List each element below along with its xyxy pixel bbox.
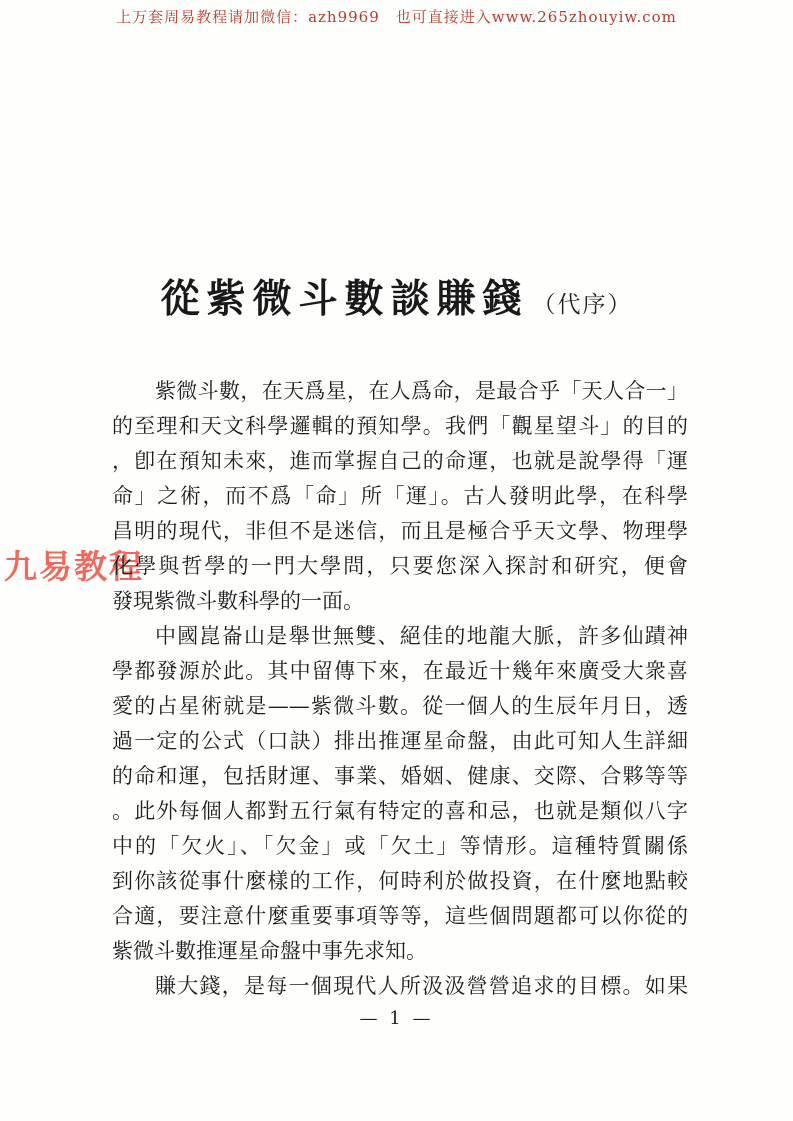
text-line: 到你該從事什麼樣的工作，何時利於做投資，在什麼地點較 xyxy=(112,869,688,893)
text-line: 合適，要注意什麼重要事項等等，這些個問題都可以你從的 xyxy=(112,904,688,928)
text-line: 化學與哲學的一門大學問，只要您深入探討和研究，便會 xyxy=(112,554,688,578)
text-line: 過一定的公式（口訣）排出推運星命盤，由此可知人生詳細 xyxy=(112,729,688,753)
chapter-title-main: 從紫微斗數談賺錢 xyxy=(160,276,529,322)
text-line: 愛的占星術就是——紫微斗數。從一個人的生辰年月日，透 xyxy=(112,694,688,718)
header-ad-text: 上万套周易教程请加微信：azh9969 也可直接进入www.265zhouyiw.com xyxy=(116,8,677,26)
body-text xyxy=(112,374,688,1004)
header-ad xyxy=(0,6,793,27)
text-line: 中國崑崙山是舉世無雙、絕佳的地龍大脈，許多仙蹟神 xyxy=(155,624,688,648)
text-line: 賺大錢，是每一個現代人所汲汲營營追求的目標。如果 xyxy=(155,974,688,998)
page-number: — 1 — xyxy=(359,1008,434,1029)
text-line: 的命和運，包括財運、事業、婚姻、健康、交際、合夥等等 xyxy=(112,764,688,788)
text-line: 紫微斗數，在天爲星，在人爲命，是最合乎「天人合一」 xyxy=(155,379,688,403)
text-line: 學都發源於此。其中留傳下來，在最近十幾年來廣受大衆喜 xyxy=(112,659,688,683)
text-line: ，卽在預知未來，進而掌握自己的命運，也就是說學得「運 xyxy=(112,449,688,473)
text-line: 。此外每個人都對五行氣有特定的喜和忌，也就是類似八字 xyxy=(112,799,688,823)
watermark-text: 九易教程 xyxy=(4,547,144,586)
text-line: 發現紫微斗數科學的一面。 xyxy=(112,589,364,613)
text-line: 昌明的現代，非但不是迷信，而且是極合乎天文學、物理學 xyxy=(112,519,688,543)
chapter-title-subtitle: （代序） xyxy=(532,292,633,318)
chapter-title xyxy=(0,268,793,324)
text-line: 紫微斗數推運星命盤中事先求知。 xyxy=(112,939,427,963)
text-line: 命」之術，而不爲「命」所「運」。古人發明此學，在科學 xyxy=(112,484,688,508)
text-line: 中的「欠火」、「欠金」或「欠土」等情形。這種特質關係 xyxy=(112,834,688,858)
text-line: 的至理和天文科學邏輯的預知學。我們「觀星望斗」的目的 xyxy=(112,414,688,438)
